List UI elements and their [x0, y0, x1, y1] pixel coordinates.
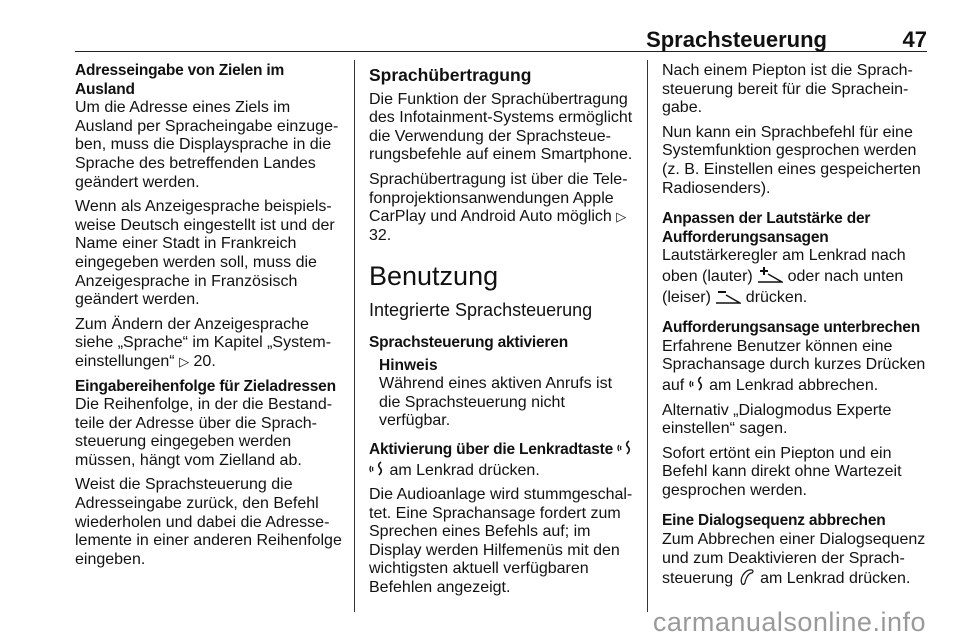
- paragraph-text: Erfahrene Benutzer können eine Sprachansage durch kurzes Drücken auf: [662, 337, 926, 394]
- hang-up-icon: [738, 568, 756, 586]
- paragraph: Die Audioanlage wird stummgeschal-tet. Eine Sprachansage fordert zum Sprechen eines Befehls auf; im Display werden Hilfemenüs mit den wichtigsten aktuell verfügbaren Befehlen angezeigt.: [369, 486, 633, 597]
- page-reference[interactable]: 32.: [369, 226, 392, 244]
- paragraph: [662, 247, 930, 307]
- paragraph: Nun kann ein Sprachbefehl für eine Systemfunktion gesprochen werden (z. B. Einstellen eines gespeicherten Radiosenders).: [662, 123, 921, 197]
- section-heading: Sprachsteuerung aktivieren: [369, 333, 568, 351]
- section-heading: [369, 439, 637, 460]
- paragraph: [662, 338, 930, 396]
- paragraph: [369, 460, 637, 481]
- watermark: carmanualsonline.info: [652, 607, 926, 637]
- paragraph-text: Zum Abbrechen einer Dialogsequenz und zum Deaktivieren der Sprach-steuerung: [662, 531, 926, 588]
- heading-text: Aktivierung über die Lenkradtaste: [369, 440, 614, 458]
- paragraph-text: oder nach unten (leiser): [662, 267, 904, 306]
- page-reference[interactable]: 20.: [193, 352, 216, 370]
- section-heading: Eine Dialogsequenz abbrechen: [662, 512, 886, 530]
- column-middle: [369, 62, 637, 604]
- voice-command-icon: [617, 439, 633, 457]
- section-heading: Aufforderungsansage unterbrechen: [662, 319, 921, 337]
- column-divider: [354, 60, 355, 612]
- paragraph: Weist die Sprachsteuerung die Adresseingabe zurück, den Befehl wiederholen und dabei die Adresse-lemente in einer anderen Reihenfolge eingeben.: [75, 476, 342, 568]
- paragraph-text: Lautstärkeregler am Lenkrad nach oben (lauter): [662, 247, 906, 285]
- subchapter-heading: Integrierte Sprachsteuerung: [369, 300, 593, 321]
- page-header: [75, 25, 927, 52]
- paragraph: [369, 171, 637, 245]
- voice-command-icon: [689, 375, 705, 393]
- paragraph: Um die Adresse eines Ziels im Ausland per Spracheingabe einzuge-ben, muss die Displaysprache in die Sprache des betreffenden Landes geändert werden.: [75, 99, 339, 191]
- paragraph: Die Funktion der Sprachübertragung des Infotainment-Systems ermöglicht die Verwendung der Sprachsteue-rungsbefehle auf einem Smartphone.: [369, 90, 633, 164]
- paragraph: [662, 531, 930, 589]
- page-number: 47: [902, 27, 927, 52]
- column-divider: [647, 60, 648, 612]
- paragraph-text: am Lenkrad drücken.: [389, 461, 540, 479]
- volume-down-icon: [715, 287, 741, 305]
- page-reference-arrow-icon: ▷: [179, 353, 190, 369]
- paragraph: Nach einem Piepton ist die Sprach-steuerung bereit für die Sprachein-gabe.: [662, 62, 913, 117]
- note-text: Während eines aktiven Anrufs ist die Sprachsteuerung nicht verfügbar.: [379, 375, 613, 430]
- section-heading: Eingabereihenfolge für Zieladressen: [75, 377, 336, 395]
- paragraph: Alternativ „Dialogmodus Experte einstellen“ sagen.: [662, 401, 892, 438]
- paragraph: Sofort ertönt ein Piepton und ein Befehl kann direkt ohne Wartezeit gesprochen werden.: [662, 444, 902, 499]
- chapter-heading: Benutzung: [369, 261, 499, 292]
- note-title: Hinweis: [379, 356, 438, 374]
- page-reference-arrow-icon: ▷: [616, 209, 627, 225]
- section-heading: Adresseingabe von Zielen im Ausland: [75, 62, 285, 98]
- paragraph-text: drücken.: [745, 288, 808, 306]
- column-right: [662, 62, 930, 595]
- section-heading: Sprachübertragung: [369, 65, 532, 85]
- volume-up-icon: [757, 266, 783, 284]
- note-box: [379, 357, 637, 431]
- paragraph-text: am Lenkrad drücken.: [760, 570, 911, 588]
- paragraph: Wenn als Anzeigesprache beispiels-weise Deutsch eingestellt ist und der Name einer Stadt in Frankreich eingegeben werden soll, muss die Anzeigesprache in Französisch geändert werden.: [75, 198, 335, 309]
- paragraph-text: Zum Ändern der Anzeigesprache siehe „Sprache“ im Kapitel „System-einstellungen“: [75, 315, 332, 370]
- paragraph: Die Reihenfolge, in der die Bestand-teile der Adresse über die Sprach-steuerung eingegeben werden müssen, hängt vom Zielland ab.: [75, 396, 333, 469]
- paragraph: [75, 316, 347, 372]
- paragraph-text: Sprachübertragung ist über die Tele-fonprojektionsanwendungen Apple CarPlay und Android Auto möglich: [369, 170, 628, 226]
- column-left: [75, 62, 347, 575]
- paragraph-text: am Lenkrad abbrechen.: [709, 376, 879, 394]
- voice-command-icon: [369, 460, 385, 478]
- header-title: Sprachsteuerung: [646, 27, 827, 52]
- section-heading: Anpassen der Lautstärke der Aufforderungsansagen: [662, 210, 871, 246]
